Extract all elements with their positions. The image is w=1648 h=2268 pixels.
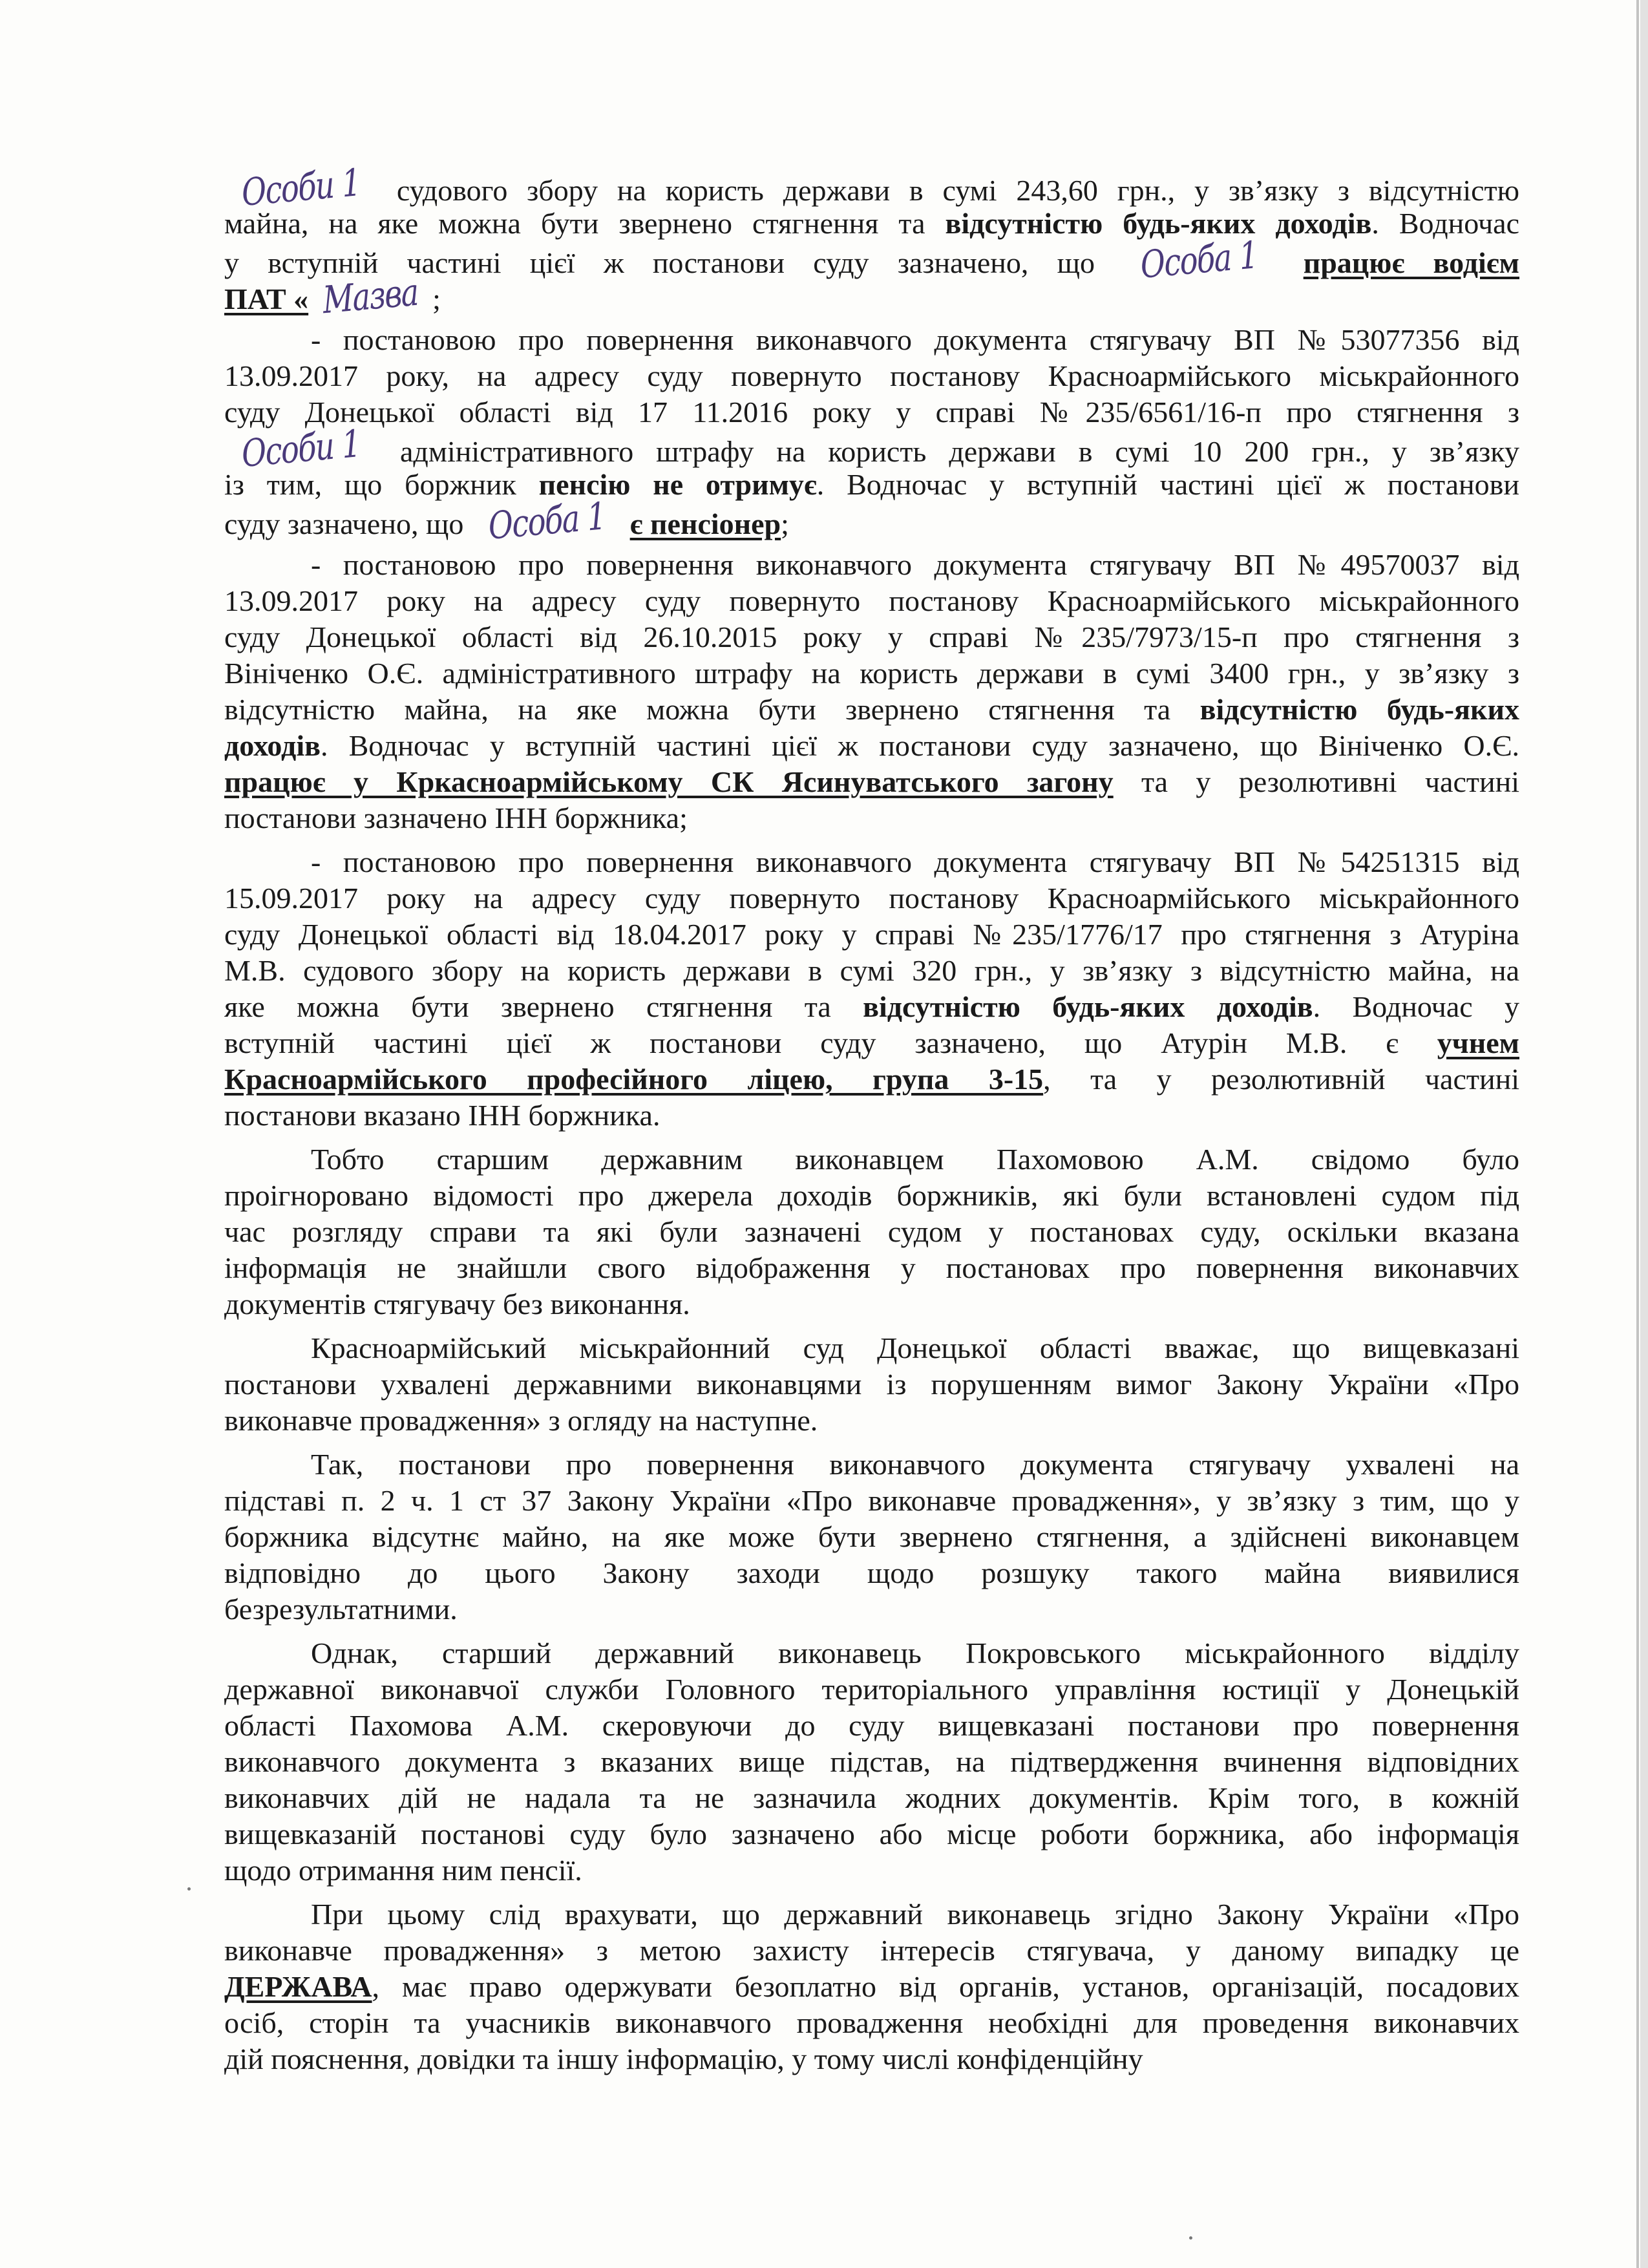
text-segment: Красноармійський міськрайонний суд Донецької області вважає, що вищевказані	[311, 1331, 1519, 1364]
text-line	[224, 728, 1519, 764]
text-segment: суду Донецької області від 17 11.2016 року у справі №235/6561/16-п про стягнення з	[224, 396, 1519, 429]
text-line	[224, 1896, 1519, 1933]
text-segment: ДЕРЖАВА	[224, 1970, 372, 2003]
text-line	[224, 1366, 1519, 1403]
text-line	[224, 160, 1519, 215]
text-line	[224, 583, 1519, 619]
scan-speck	[187, 1887, 191, 1891]
text-segment: суду Донецької області від 18.04.2017 року у справі №235/1776/17 про стягнення з Атуріна	[224, 918, 1519, 951]
text-line	[224, 1330, 1519, 1366]
text-line	[224, 655, 1519, 692]
text-segment: учнем	[1437, 1026, 1519, 1059]
text-segment	[622, 507, 630, 540]
text-line	[224, 322, 1519, 358]
text-segment: постанови зазначено ІНН боржника;	[224, 801, 688, 834]
text-segment: Однак, старший державний виконавець Покровського міськрайонного відділу	[311, 1637, 1519, 1669]
text-segment: інформація не знайшли свого відображення у постановах про повернення виконавчих	[224, 1251, 1519, 1284]
text-segment: постанови вказано ІНН боржника.	[224, 1099, 660, 1132]
text-segment: є пенсіонер	[629, 507, 781, 540]
text-segment: вищевказаній постанові суду було зазначено або місце роботи боржника, або інформація	[224, 1818, 1519, 1850]
text-line	[224, 1708, 1519, 1744]
text-line	[224, 1025, 1519, 1061]
paragraph	[224, 1447, 1519, 1627]
text-segment: відсутністю будь-яких доходів	[863, 990, 1313, 1023]
text-segment: щодо отримання ним пенсії.	[224, 1854, 582, 1887]
text-line	[224, 1671, 1519, 1708]
handwritten-redaction: Особа 1	[1139, 233, 1259, 287]
text-segment: суду зазначено, що	[224, 507, 471, 540]
text-segment: дій пояснення, довідки та іншу інформацію, у тому числі конфіденційну	[224, 2042, 1143, 2075]
text-line	[224, 1816, 1519, 1852]
handwritten-redaction: Особи 1	[240, 421, 361, 476]
text-segment: постанови ухвалені державними виконавцями із порушенням вимог Закону України «Про	[224, 1368, 1519, 1401]
text-line	[224, 2005, 1519, 2041]
paragraph	[224, 322, 1520, 548]
text-line	[224, 1178, 1519, 1214]
document-body	[224, 160, 1520, 2077]
text-line	[224, 1447, 1519, 1483]
text-line	[224, 880, 1519, 917]
paragraph	[224, 844, 1519, 1134]
handwritten-redaction: Особа 1	[487, 494, 607, 548]
text-segment: . Водночас у	[1313, 990, 1519, 1023]
text-line	[224, 1555, 1519, 1591]
text-line	[224, 1286, 1519, 1322]
text-line	[224, 547, 1519, 583]
text-segment: - постановою про повернення виконавчого документа стягувачу ВП №49570037 від	[311, 548, 1519, 581]
text-segment: , та у резолютивній частині	[1043, 1063, 1520, 1096]
paragraph	[224, 160, 1520, 323]
text-segment: у вступній частині цієї ж постанови суду зазначено, що	[224, 246, 1124, 279]
text-segment	[1275, 246, 1304, 279]
text-segment: Тобто старшим державним виконавцем Пахомовою А.М. свідомо було	[311, 1143, 1519, 1176]
paragraph	[224, 1635, 1519, 1889]
text-line	[224, 270, 1519, 323]
text-segment: 13.09.2017 року на адресу суду повернуто постанову Красноармійського міськрайонного	[224, 584, 1519, 617]
text-line	[224, 1780, 1519, 1816]
text-segment: ;	[781, 507, 789, 540]
text-line	[224, 233, 1520, 287]
text-segment: документів стягувачу без виконання.	[224, 1288, 690, 1320]
text-line	[224, 1635, 1519, 1671]
text-segment: яке можна бути звернено стягнення та	[224, 990, 863, 1023]
text-segment: відсутністю будь-яких доходів	[945, 207, 1372, 240]
text-line	[224, 1214, 1519, 1250]
text-line	[224, 844, 1519, 880]
text-line	[224, 1483, 1519, 1519]
text-line	[224, 1519, 1519, 1555]
text-segment: При цьому слід врахувати, що державний виконавець згідно Закону України «Про	[311, 1898, 1519, 1931]
text-segment: судового збору на користь держави в сумі 243,60 грн., у зв’язку з відсутністю	[377, 174, 1519, 207]
scan-edge	[1640, 0, 1648, 2268]
text-segment: адміністративного штрафу на користь держави в сумі 10 200 грн., у зв’язку	[377, 435, 1519, 468]
text-segment: виконавчого документа з вказаних вище підстав, на підтвердження вчинення відповідних	[224, 1745, 1519, 1778]
text-line	[224, 1933, 1519, 1969]
text-segment: - постановою про повернення виконавчого документа стягувачу ВП №54251315 від	[311, 845, 1519, 878]
paragraph	[224, 547, 1519, 836]
paragraph	[224, 1896, 1519, 2077]
text-line	[224, 1969, 1519, 2005]
text-segment: області Пахомова А.М. скеровуючи до суду вищевказані постанови про повернення	[224, 1709, 1519, 1742]
scan-edge-line	[1636, 0, 1639, 2268]
text-segment: час розгляду справи та які були зазначені судом у постановах суду, оскільки вказана	[224, 1215, 1519, 1248]
text-line	[224, 1852, 1519, 1889]
text-line	[224, 494, 1519, 548]
text-line	[224, 800, 1519, 836]
text-segment: виконавче провадження» з метою захисту інтересів стягувача, у даному випадку це	[224, 1934, 1519, 1967]
text-line	[224, 989, 1519, 1025]
text-segment: відсутністю будь-яких	[1199, 693, 1519, 726]
text-segment: , має право одержувати безоплатно від органів, установ, організацій, посадових	[372, 1970, 1519, 2003]
text-line	[224, 1591, 1519, 1627]
text-segment: 15.09.2017 року на адресу суду повернуто постанову Красноармійського міськрайонного	[224, 882, 1519, 915]
text-segment: пенсію не отримує	[538, 468, 817, 501]
text-segment: виконавче провадження» з огляду на наступне.	[224, 1404, 818, 1437]
handwritten-redaction: Особи 1	[240, 160, 361, 215]
text-segment: працює водієм	[1303, 246, 1520, 279]
text-segment: 13.09.2017 року, на адресу суду повернуто постанову Красноармійського міськрайонного	[224, 359, 1519, 392]
text-segment: майна, на яке можна бути звернено стягнення та	[224, 207, 945, 240]
text-segment: вступній частині цієї ж постанови суду зазначено, що Атурін М.В. є	[224, 1026, 1437, 1059]
text-line	[224, 1250, 1519, 1286]
text-line	[224, 1403, 1519, 1439]
text-line	[224, 1061, 1519, 1097]
text-segment: із тим, що боржник	[224, 468, 539, 501]
text-segment: М.В. судового збору на користь держави в сумі 320 грн., у зв’язку з відсутністю майна, на	[224, 954, 1519, 987]
text-line	[224, 467, 1519, 503]
text-segment: - постановою про повернення виконавчого документа стягувачу ВП №53077356 від	[311, 323, 1519, 356]
text-line	[224, 953, 1519, 989]
text-segment: безрезультатними.	[224, 1593, 458, 1626]
text-segment: . Водночас	[1371, 207, 1520, 240]
text-segment: боржника відсутнє майно, на яке може бути звернено стягнення, а здійснені виконавцем	[224, 1520, 1519, 1553]
text-line	[224, 619, 1519, 655]
text-segment: працює у Кркасноармійському СК Ясинуватського загону	[224, 765, 1114, 798]
text-segment: осіб, сторін та учасників виконавчого провадження необхідні для проведення виконавчих	[224, 2006, 1519, 2039]
text-line	[224, 1097, 1519, 1134]
paragraph	[224, 1141, 1519, 1322]
text-segment: . Водночас у вступній частині цієї ж постанови суду зазначено, що Вініченко О.Є.	[320, 729, 1519, 762]
text-line	[224, 358, 1519, 394]
text-segment: Вініченко О.Є. адміністративного штрафу на користь держави в сумі 3400 грн., у зв’язку з	[224, 657, 1519, 690]
text-segment: Так, постанови про повернення виконавчого документа стягувачу ухвалені на	[311, 1448, 1519, 1481]
text-line	[224, 2041, 1519, 2077]
text-segment: виконавчих дій не надала та не зазначила жодних документів. Крім того, в кожній	[224, 1781, 1519, 1814]
text-segment: державної виконавчої служби Головного територіального управління юстиції у Донецькій	[224, 1673, 1519, 1706]
text-segment: та у резолютивні частині	[1113, 765, 1519, 798]
text-segment: ;	[432, 282, 441, 315]
text-segment: відсутністю майна, на яке можна бути звернено стягнення та	[224, 693, 1200, 726]
text-line	[224, 421, 1519, 476]
text-line	[224, 692, 1519, 728]
text-line	[224, 206, 1519, 242]
text-line	[224, 1141, 1519, 1178]
text-segment: Красноармійського професійного ліцею, група 3-15	[224, 1063, 1044, 1096]
text-line	[224, 917, 1519, 953]
text-segment: підставі п. 2 ч. 1 ст 37 Закону України «Про виконавче провадження», у зв’язку з тим, що у	[224, 1484, 1519, 1517]
scan-speck	[1189, 2236, 1192, 2240]
text-segment: проігноровано відомості про джерела доходів боржників, які були встановлені судом під	[224, 1179, 1519, 1212]
handwritten-redaction: Мазва	[321, 270, 419, 323]
text-line	[224, 394, 1519, 430]
text-line	[224, 1744, 1519, 1780]
paragraph	[224, 1330, 1519, 1439]
text-segment: . Водночас у вступній частині цієї ж постанови	[816, 468, 1520, 501]
text-segment: доходів	[224, 729, 321, 762]
text-segment: відповідно до цього Закону заходи щодо розшуку такого майна виявилися	[224, 1556, 1519, 1589]
text-segment: суду Донецької області від 26.10.2015 року у справі №235/7973/15-п про стягнення з	[224, 620, 1519, 653]
text-segment: ПАТ «	[224, 282, 309, 315]
text-line	[224, 764, 1519, 800]
